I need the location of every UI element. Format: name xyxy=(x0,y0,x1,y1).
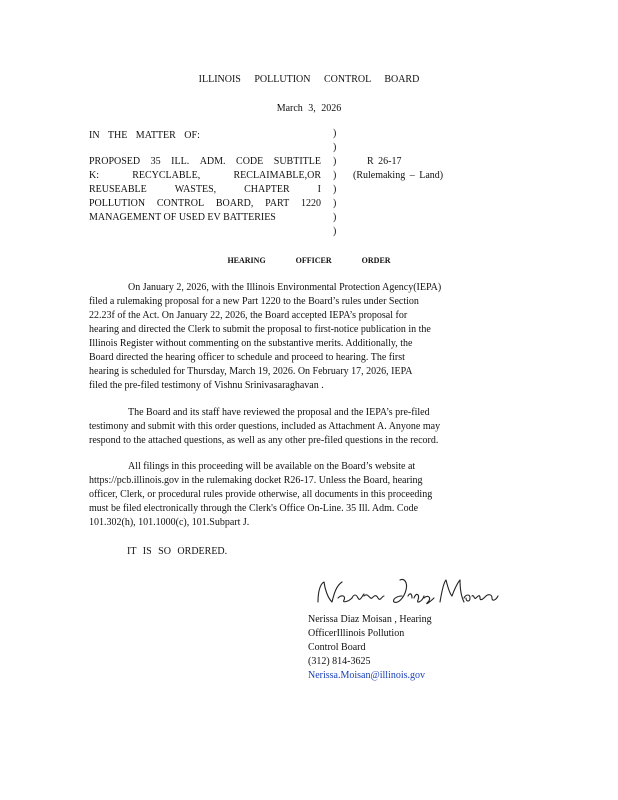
text-line: https://pcb.illinois.gov in the rulemaking docket R26-17. Unless the Board, hearing xyxy=(89,475,423,486)
text-line: All filings in this proceeding will be available on the Board’s website at xyxy=(128,461,416,472)
caption-line: REUSEABLE WASTES, CHAPTER I xyxy=(89,184,321,195)
so-ordered: IT IS SO ORDERED. xyxy=(127,546,228,557)
handwritten-signature xyxy=(312,576,502,612)
in-the-matter-label: IN THE MATTER OF: xyxy=(89,130,200,141)
caption-title xyxy=(89,156,321,226)
order-date: March 3, 2026 xyxy=(276,103,342,114)
signer-org-line: Control Board xyxy=(308,642,366,653)
paragraph-background xyxy=(89,282,505,394)
paren: ) xyxy=(333,198,337,209)
text-line: The Board and its staff have reviewed the proposal and the IEPA’s pre-filed xyxy=(128,407,430,418)
paren: ) xyxy=(333,142,337,153)
text-line: must be filed electronically through the Clerk's Office On-Line. 35 Ill. Adm. Code xyxy=(89,503,419,514)
docket-type: (Rulemaking – Land) xyxy=(353,170,444,181)
caption-parentheses xyxy=(333,128,343,240)
paragraph-filings xyxy=(89,461,505,531)
text-line: respond to the attached questions, as well as any other pre-filed questions in the record. xyxy=(89,435,439,446)
text-line: testimony and submit with this order questions, included as Attachment A. Anyone may xyxy=(89,421,441,432)
paren: ) xyxy=(333,156,337,167)
signer-phone: (312) 814-3625 xyxy=(308,656,371,667)
caption-line: PROPOSED 35 ILL. ADM. CODE SUBTITLE xyxy=(89,156,321,167)
caption-line: K: RECYCLABLE, RECLAIMABLE,OR xyxy=(89,170,321,181)
text-line: hearing is scheduled for Thursday, March 19, 2026. On February 17, 2026, IEPA xyxy=(89,366,413,377)
text-line: 101.302(h), 101.1000(c), 101.Subpart J. xyxy=(89,517,250,528)
text-line: filed the pre-filed testimony of Vishnu Srinivasaraghavan . xyxy=(89,380,324,391)
text-line: On January 2, 2026, with the Illinois Environmental Protection Agency(IEPA) xyxy=(128,282,442,293)
text-line: hearing and directed the Clerk to submit the proposal to first-notice publication in the xyxy=(89,324,431,335)
text-line: Illinois Register without commenting on the substantive merits. Additionally, the xyxy=(89,338,413,349)
caption-line: MANAGEMENT OF USED EV BATTERIES xyxy=(89,212,276,223)
text-line: 22.23f of the Act. On January 22, 2026, the Board accepted IEPA’s proposal for xyxy=(89,310,408,321)
paren: ) xyxy=(333,170,337,181)
signer-title-line: OfficerIllinois Pollution xyxy=(308,628,405,639)
docket-number: R 26-17 xyxy=(367,156,402,167)
paren: ) xyxy=(333,226,337,237)
signer-name-line: Nerissa Diaz Moisan , Hearing xyxy=(308,614,432,625)
text-line: officer, Clerk, or procedural rules provide otherwise, all documents in this proceeding xyxy=(89,489,433,500)
signature-block xyxy=(308,614,478,684)
text-line: filed a rulemaking proposal for a new Part 1220 to the Board’s rules under Section xyxy=(89,296,419,307)
signer-email-link[interactable]: Nerissa.Moisan@illinois.gov xyxy=(308,670,425,681)
order-heading: HEARING OFFICER ORDER xyxy=(227,256,391,265)
board-title: ILLINOIS POLLUTION CONTROL BOARD xyxy=(198,74,420,85)
caption-line: POLLUTION CONTROL BOARD, PART 1220 xyxy=(89,198,321,209)
paragraph-questions xyxy=(89,407,505,449)
paren: ) xyxy=(333,128,337,139)
paren: ) xyxy=(333,212,337,223)
paren: ) xyxy=(333,184,337,195)
text-line: Board directed the hearing officer to schedule and proceed to hearing. The first xyxy=(89,352,405,363)
